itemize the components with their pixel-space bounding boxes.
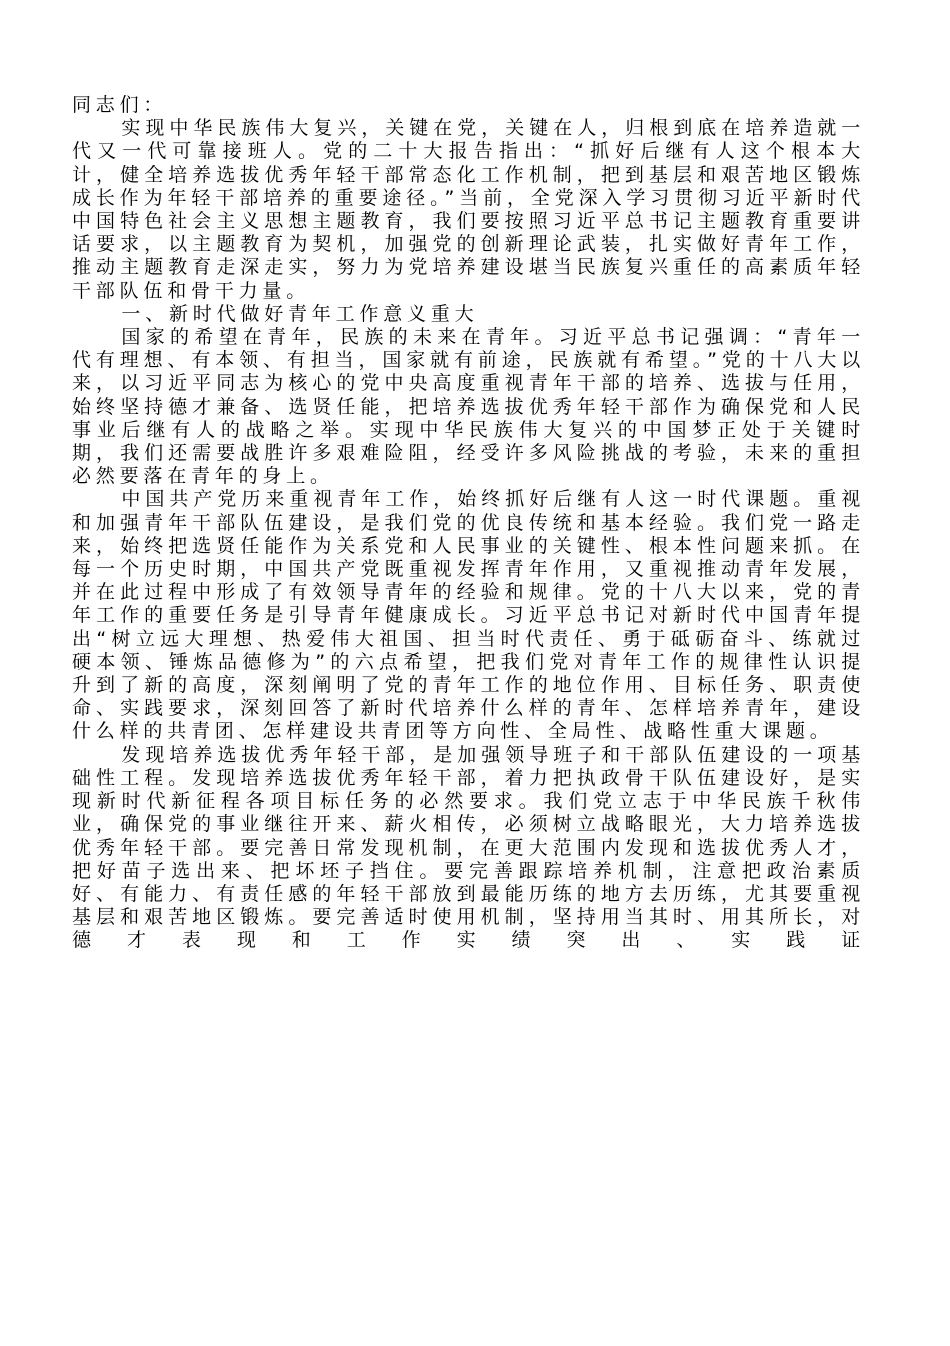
paragraph-party-youth-work: 中国共产党历来重视青年工作，始终抓好后继有人这一时代课题。重视和加强青年干部队伍建设，是我们党的优良传统和基本经验。我们党一路走来，始终把选贤任能作为关系党和人民事业的关键性、根本性问题来抓。在每一个历史时期，中国共产党既重视发挥青年作用，又重视推动青年发展，并在此过程中形成了有效领导青年的经验和规律。党的十八大以来，党的青年工作的重要任务是引导青年健康成长。习近平总书记对新时代中国青年提出“树立远大理想、热爱伟大祖国、担当时代责任、勇于砥砺奋斗、练就过硬本领、锤炼品德修为”的六点希望，把我们党对青年工作的规律性认识提升到了新的高度，深刻阐明了党的青年工作的地位作用、目标任务、职责使命、实践要求，深刻回答了新时代培养什么样的青年、怎样培养青年，建设什么样的共青团、怎样建设共青团等方向性、全局性、战略性重大课题。 [72,488,865,743]
section-heading-1: 一、新时代做好青年工作意义重大 [121,302,479,325]
document-body [72,94,865,953]
paragraph-cadre-selection: 发现培养选拔优秀年轻干部，是加强领导班子和干部队伍建设的一项基础性工程。发现培养选拔优秀年轻干部，着力把执政骨干队伍建设好，是实现新时代新征程各项目标任务的必然要求。我们党立志于中华民族千秋伟业，确保党的事业继往开来、薪火相传，必须树立战略眼光，大力培养选拔优秀年轻干部。要完善日常发现机制，在更大范围内发现和选拔优秀人才，把好苗子选出来、把坏坯子挡住。要完善跟踪培养机制，注意把政治素质好、有能力、有责任感的年轻干部放到最能历练的地方去历练，尤其要重视基层和艰苦地区锻炼。要完善适时使用机制，坚持用当其时、用其所长，对德才表现和工作实绩突出、实践证 [72,743,865,952]
paragraph-youth-hope: 国家的希望在青年，民族的未来在青年。习近平总书记强调：“青年一代有理想、有本领、有担当，国家就有前途，民族就有希望。”党的十八大以来，以习近平同志为核心的党中央高度重视青年干部的培养、选拔与任用，始终坚持德才兼备、选贤任能，把培养选拔优秀年轻干部作为确保党和人民事业后继有人的战略之举。实现中华民族伟大复兴的中国梦正处于关键时期，我们还需要战胜许多艰难险阻，经受许多风险挑战的考验，未来的重担必然要落在青年的身上。 [72,326,865,488]
paragraph-intro: 实现中华民族伟大复兴，关键在党，关键在人，归根到底在培养造就一代又一代可靠接班人。党的二十大报告指出：“抓好后继有人这个根本大计，健全培养选拔优秀年轻干部常态化工作机制，把到基层和艰苦地区锻炼成长作为年轻干部培养的重要途径。”当前，全党深入学习贯彻习近平新时代中国特色社会主义思想主题教育，我们要按照习近平总书记主题教育重要讲话要求，以主题教育为契机，加强党的创新理论武装，扎实做好青年工作，推动主题教育走深走实，努力为党培养建设堪当民族复兴重任的高素质年轻干部队伍和骨干力量。 [72,117,865,302]
greeting: 同志们： [72,94,168,116]
